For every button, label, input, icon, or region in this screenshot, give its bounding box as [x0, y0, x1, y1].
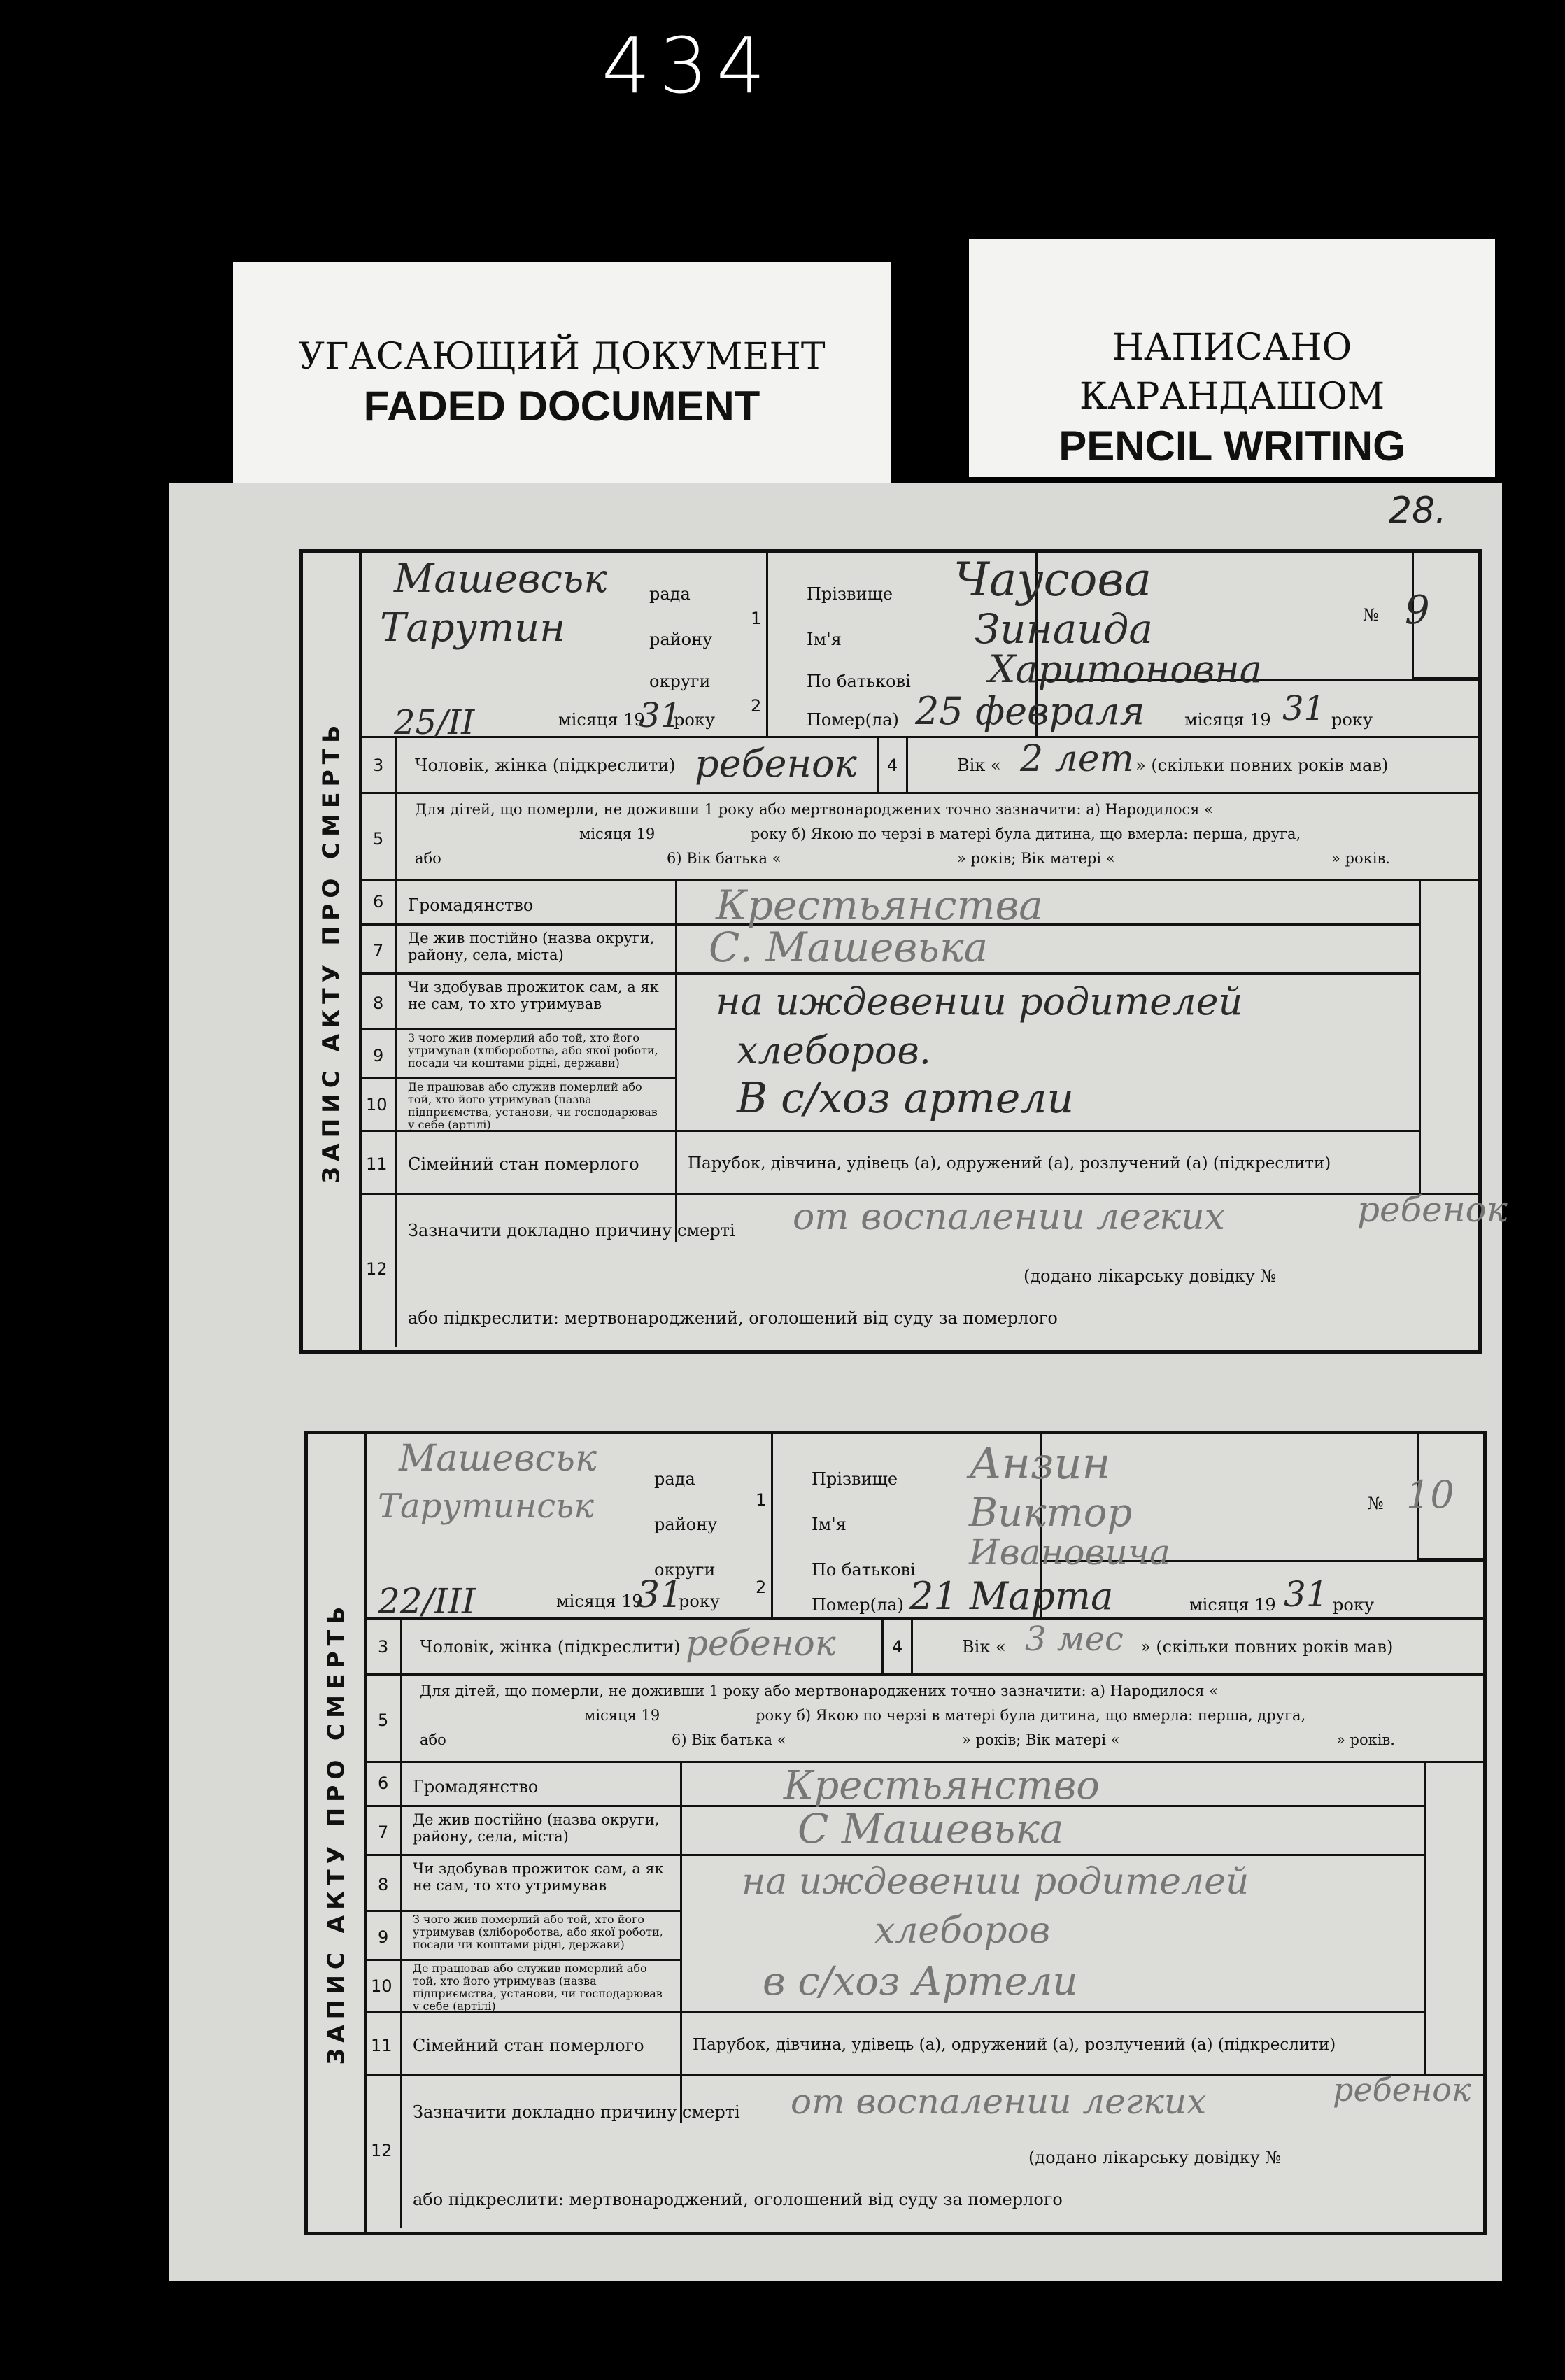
age-value: 2 лет — [1020, 738, 1134, 780]
sex-label: Чоловік, жінка (підкреслити) — [415, 756, 676, 775]
patronymic-value-2: Ивановича — [969, 1532, 1170, 1573]
year-label: року — [674, 710, 715, 730]
death-month-label: місяця 19 — [1184, 710, 1271, 730]
death-year-label-2: року — [1333, 1595, 1374, 1615]
marital-label: Сімейний стан померлого — [408, 1154, 639, 1174]
age-label: Вік « — [957, 756, 1001, 775]
child-line-4-2: або — [420, 1731, 446, 1748]
name-value-2: Виктор — [969, 1490, 1133, 1536]
death-year-label: року — [1331, 710, 1373, 730]
surname-label-2: Прізвище — [812, 1469, 898, 1489]
child-line-3-2: року б) Якою по черзі в матері була дитина, що вмерла: перша, друга, — [756, 1707, 1306, 1724]
child-line-7-2: » років. — [1336, 1731, 1395, 1748]
stillborn-label-2: або підкреслити: мертвонароджений, оголошений від суду за померлого — [413, 2190, 1063, 2209]
number-label: № — [1363, 605, 1379, 625]
workplace-value-2: в с/хоз Артели — [763, 1959, 1078, 2004]
child-line-1-2: Для дітей, що померли, не доживши 1 року або мертвонароджених точно зазначити: а) Народилося « — [420, 1683, 1218, 1699]
child-line-6: » років; Вік матері « — [957, 850, 1115, 867]
folio-number: 434 — [602, 21, 774, 111]
residence-label-2: Де жив постійно (назва округи, району, села, міста) — [413, 1811, 660, 1845]
means-value: хлеборов. — [737, 1028, 931, 1072]
died-label-2: Помер(ла) — [812, 1595, 904, 1615]
child-line-5: 6) Вік батька « — [667, 850, 781, 867]
hw-date-2: 22/III — [378, 1581, 476, 1622]
form-side-title-2: ЗАПИС АКТУ ПРО СМЕРТЬ — [308, 1434, 367, 2232]
marital-options: Парубок, дівчина, удівець (а), одружений (а), розлучений (а) (підкреслити) — [688, 1154, 1331, 1173]
workplace-label-2: Де працював або служив померлий або той, хто його утримував (назва підприємства, установи, чи господарював у себе (артілі) — [413, 1962, 663, 2013]
hw-raion-2: Тарутинськ — [378, 1487, 594, 1526]
child-line-2-2: місяця 19 — [584, 1707, 660, 1724]
faded-label-ru: УГАСАЮЩИЙ ДОКУМЕНТ — [298, 336, 826, 378]
marital-value-2: ребенок — [1333, 2071, 1471, 2109]
hw-rada: Машевськ — [394, 556, 607, 602]
sex-value: ребенок — [695, 742, 857, 786]
surname-label: Прізвище — [807, 584, 893, 604]
patronymic-value: Харитоновна — [989, 647, 1262, 691]
sex-value-2: ребенок — [686, 1623, 836, 1664]
rada-label-2: рада — [654, 1469, 695, 1489]
sheet-page-mark: 28. — [1389, 490, 1447, 532]
record-number-2: 10 — [1406, 1473, 1454, 1517]
name-label-2: Ім'я — [812, 1515, 847, 1534]
child-line-1: Для дітей, що померли, не доживши 1 року або мертвонароджених точно зазначити: а) Народилося « — [415, 801, 1213, 818]
age-label-2: Вік « — [962, 1637, 1006, 1657]
hw-year: 31 — [639, 696, 682, 735]
means-label-2: З чого жив померлий або той, хто його утримував (хлібороботва, або якої роботи, посади чи коштами рідні, держави) — [413, 1913, 663, 1951]
sex-label-2: Чоловік, жінка (підкреслити) — [420, 1637, 681, 1657]
residence-value: С. Машевька — [709, 923, 989, 971]
hw-raion: Тарутин — [380, 605, 566, 651]
death-date-value-2: 21 Марта — [909, 1574, 1114, 1618]
pencil-label-en: PENCIL WRITING — [1058, 423, 1405, 470]
child-line-4: або — [415, 850, 441, 867]
citizenship-value-2: Крестьянство — [784, 1763, 1100, 1808]
form-side-title: ЗАПИС АКТУ ПРО СМЕРТЬ — [303, 553, 362, 1350]
hw-year-2: 31 — [637, 1574, 684, 1616]
name-value: Зинаида — [975, 605, 1153, 653]
livelihood-label: Чи здобував прожиток сам, а як не сам, то хто утримував — [408, 979, 659, 1012]
residence-label: Де жив постійно (назва округи, району, села, міста) — [408, 930, 655, 963]
pencil-label-ru-1: НАПИСАНО — [1112, 327, 1352, 369]
child-line-6-2: » років; Вік матері « — [962, 1731, 1120, 1748]
child-line-2: місяця 19 — [579, 826, 656, 842]
month-label: місяця 19 — [558, 710, 645, 730]
name-label: Ім'я — [807, 630, 842, 649]
citizenship-value: Крестьянства — [716, 881, 1043, 929]
patronymic-label-2: По батькові — [812, 1560, 916, 1580]
citizenship-label-2: Громадянство — [413, 1777, 539, 1797]
died-label: Помер(ла) — [807, 710, 899, 730]
okrug-label: округи — [649, 672, 711, 691]
pencil-writing-label — [969, 239, 1495, 477]
marital-label-2: Сімейний стан померлого — [413, 2036, 644, 2055]
means-value-2: хлеборов — [874, 1910, 1051, 1952]
child-line-5-2: 6) Вік батька « — [672, 1731, 786, 1748]
cause-value-2: от воспалении легких — [791, 2081, 1207, 2122]
age-tail: » (скільки повних років мав) — [1135, 756, 1389, 775]
workplace-label: Де працював або служив померлий або той, хто його утримував (назва підприємства, установи, чи господарював у себе (артілі) — [408, 1080, 658, 1131]
age-value-2: 3 мес — [1025, 1620, 1124, 1659]
death-date-value: 25 февраля — [915, 689, 1145, 733]
month-label-2: місяця 19 — [556, 1592, 643, 1611]
death-month-label-2: місяця 19 — [1189, 1595, 1276, 1615]
death-year-value: 31 — [1282, 689, 1326, 728]
child-line-3: року б) Якою по черзі в матері була дитина, що вмерла: перша, друга, — [751, 826, 1301, 842]
workplace-value: В с/хоз артели — [737, 1074, 1075, 1123]
pencil-label-ru-2: КАРАНДАШОМ — [1079, 376, 1385, 418]
child-line-7: » років. — [1331, 850, 1390, 867]
surname-value-2: Анзин — [969, 1438, 1111, 1489]
raion-label: району — [649, 630, 713, 649]
patronymic-label: По батькові — [807, 672, 911, 691]
record-number: 9 — [1405, 588, 1430, 633]
livelihood-value-2: на иждевении родителей — [742, 1861, 1249, 1903]
surname-value: Чаусова — [954, 553, 1152, 607]
cause-label: Зазначити докладно причину смерті — [408, 1221, 735, 1240]
okrug-label-2: округи — [654, 1560, 716, 1580]
livelihood-value: на иждевении родителей — [716, 979, 1243, 1023]
death-record-form-1: ЗАПИС АКТУ ПРО СМЕРТЬ 1 2 Машевськ рада Тарутин району округи 25/II місяця 19 31 року Прізвище Чаусова Ім'я Зинаида По батькові Харитоновна № 9 Помер(ла) 25 февраля місяця 19 31 року 3 Чоловік, жінка (підкреслити) ребенок 4 Вік « 2 лет » (скільки повних років мав) 5 Для дітей, що померли, не доживши 1 року або мертвонароджених точно зазначити: а) Народилося « місяця 19 року б) Якою по черзі в матері була дитина, що вмерла: перша, друга, або 6) Вік батька « » років; Вік матері « » років. 6 7 8 9 10 11 12 Громадянство Крестьянства Де жив постійно (назва округи, району, села, міста) С. Машевька Чи здобував прожиток сам, а як не сам, то хто утримував на иждевении родителей З чого жив померлий або той, хто його утримував (хлібороботва, або якої роботи, посади чи коштами рідні, держави) хлеборов. Де працював або служив померлий або той, хто його утримував (назва підприємства, установи, чи господарював у себе (артілі) В с/хоз артели Сімейний стан померлого Парубок, дівчина, удівець (а), одружений (а), розлучений (а) (підкреслити) Зазначити докладно причину смерті от воспалении легких (додано лікарську довідку № або підкреслити: мертвонароджений, оголошений від суду за померлого — [299, 549, 1482, 1354]
marital-options-2: Парубок, дівчина, удівець (а), одружений (а), розлучений (а) (підкреслити) — [693, 2036, 1336, 2054]
faded-document-label — [233, 262, 891, 490]
hw-rada-2: Машевськ — [399, 1438, 597, 1480]
raion-label-2: району — [654, 1515, 718, 1534]
cause-label-2: Зазначити докладно причину смерті — [413, 2102, 740, 2122]
cause-value: от воспалении легких — [793, 1196, 1226, 1238]
faded-label-en: FADED DOCUMENT — [363, 383, 760, 430]
means-label: З чого жив померлий або той, хто його утримував (хлібороботва, або якої роботи, посади чи коштами рідні, держави) — [408, 1031, 658, 1070]
death-year-value-2: 31 — [1284, 1574, 1329, 1615]
rada-label: рада — [649, 584, 691, 604]
age-tail-2: » (скільки повних років мав) — [1140, 1637, 1394, 1657]
livelihood-label-2: Чи здобував прожиток сам, а як не сам, то хто утримував — [413, 1860, 664, 1894]
death-record-form-2: ЗАПИС АКТУ ПРО СМЕРТЬ 1 2 Машевськ рада Тарутинськ району округи 22/III місяця 19 31 року Прізвище Анзин Ім'я Виктор По батькові Ивановича № 10 Помер(ла) 21 Марта місяця 19 31 року 3 Чоловік, жінка (підкреслити) ребенок 4 Вік « 3 мес » (скільки повних років мав) 5 Для дітей, що померли, не доживши 1 року або мертвонароджених точно зазначити: а) Народилося « місяця 19 року б) Якою по черзі в матері була дитина, що вмерла: перша, друга, або 6) Вік батька « » років; Вік матері « » років. 6 7 8 9 10 11 12 Громадянство Крестьянство Де жив постійно (назва округи, району, села, міста) С Машевька Чи здобував прожиток сам, а як не сам, то хто утримував на иждевении родителей З чого жив померлий або той, хто його утримував (хлібороботва, або якої роботи, посади чи коштами рідні, держави) хлеборов Де працював або служив померлий або той, хто його утримував (назва підприємства, установи, чи господарював у себе (артілі) в с/хоз Артели Сімейний стан померлого Парубок, дівчина, удівець (а), одружений (а), розлучений (а) (підкреслити) Зазначити докладно причину смерті от воспалении легких (додано лікарську довідку № або підкреслити: мертвонароджений, оголошений від суду за померлого — [304, 1431, 1487, 2235]
stillborn-label: або підкреслити: мертвонароджений, оголошений від суду за померлого — [408, 1308, 1058, 1328]
cert-label: (додано лікарську довідку № — [1024, 1266, 1277, 1286]
year-label-2: року — [679, 1592, 720, 1611]
hw-date: 25/II — [394, 703, 475, 742]
marital-value-1: ребенок — [1357, 1189, 1508, 1230]
number-label-2: № — [1368, 1494, 1384, 1513]
citizenship-label: Громадянство — [408, 895, 534, 915]
residence-value-2: С Машевька — [798, 1805, 1064, 1853]
cert-label-2: (додано лікарську довідку № — [1028, 2148, 1282, 2167]
